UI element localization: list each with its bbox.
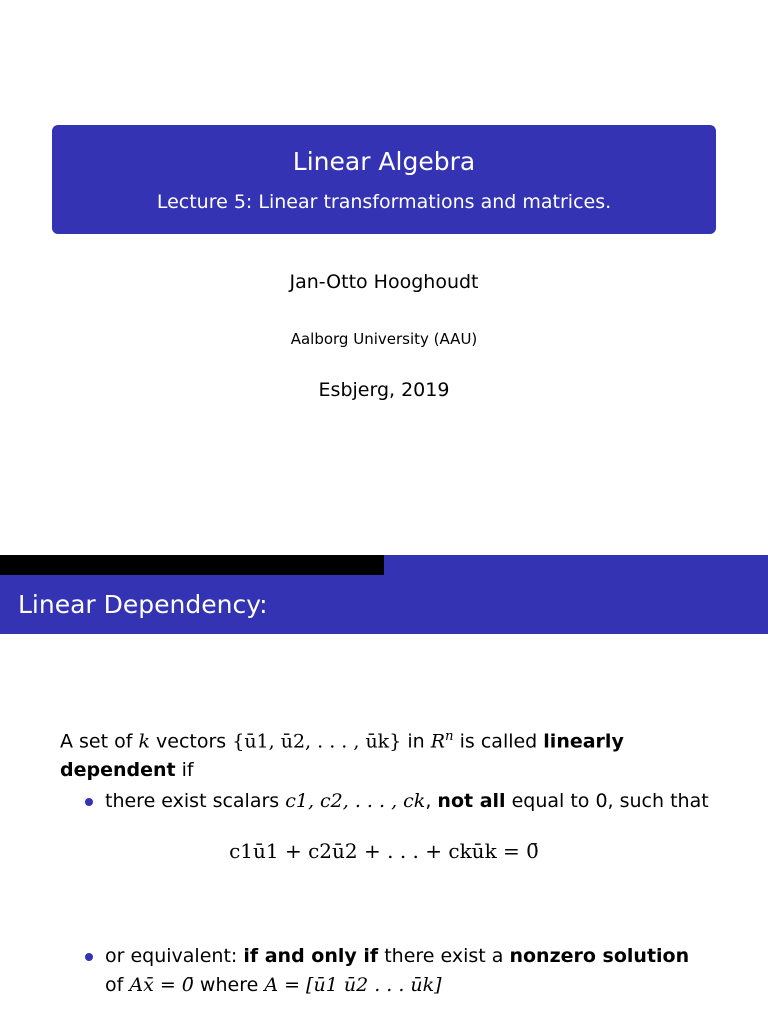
intro-R: R [430,730,446,753]
bullet1-not-all: not all [437,790,506,812]
title-box [52,125,716,234]
bullet2-nonzero-solution: nonzero solution [509,945,690,967]
definition-paragraph [60,722,680,785]
bullet1-text-a: there exist scalars [105,790,286,812]
institution: Aalborg University (AAU) [290,330,478,348]
lecture-subtitle: Lecture 5: Linear transformations and matrices. [156,191,612,213]
content-slide [0,555,768,1024]
intro-k: k [138,730,150,753]
bullet-item-2 [105,942,715,1000]
bullet-item-1 [105,787,709,816]
author-name: Jan-Otto Hooghoudt [289,271,479,293]
intro-text-d: is called [453,730,544,753]
intro-n: n [445,729,454,744]
frame-title: Linear Dependency: [0,575,768,634]
intro-text-b: vectors [149,730,233,753]
bullet2-text-b: there exist a [378,945,510,967]
bullet2-text-d: where [193,974,265,996]
bullet1-scalars: c1, c2, . . . , ck [285,790,426,812]
intro-text-e: if [175,759,194,782]
bullet2-text-c: of [105,974,130,996]
lecture-title: Linear Algebra [292,147,476,176]
vector-set: {ū1, ū2, . . . , ūk} [232,730,402,753]
dependency-equation: c1ū1 + c2ū2 + . . . + ckūk = 0̄ [229,839,539,863]
bullet2-iff: if and only if [243,945,379,967]
date-place: Esbjerg, 2019 [318,379,450,401]
intro-text-c: in [401,730,431,753]
bullet2-matrix: A = [ū1 ū2 . . . ūk] [264,974,442,996]
bullet2-equation: Ax̄ = 0̄ [129,974,194,996]
bullet-dot-2 [85,953,93,961]
header-bar-left [0,555,384,575]
bullet-dot-1 [85,798,93,806]
term-linearly-dependent: linearly dependent [60,730,624,782]
bullet1-text-b: , [425,790,438,812]
intro-text-a: A set of [60,730,139,753]
header-bar-right [384,555,768,575]
bullet1-text-c: equal to 0, such that [505,790,709,812]
bullet2-text-a: or equivalent: [105,945,244,967]
